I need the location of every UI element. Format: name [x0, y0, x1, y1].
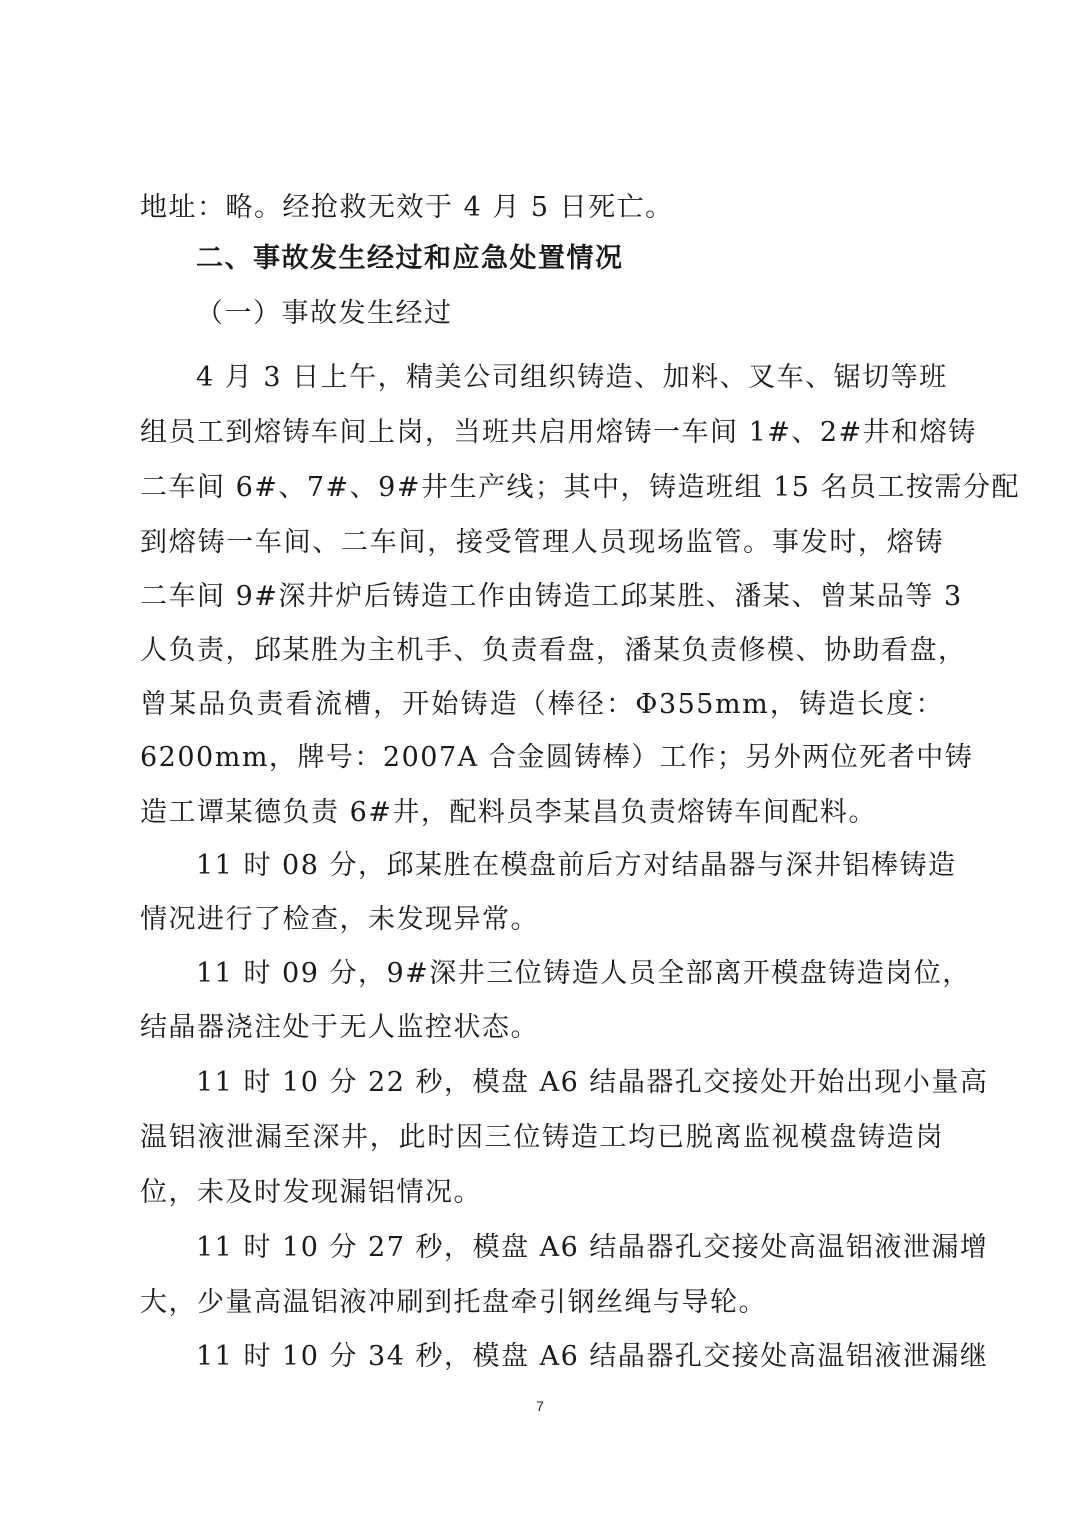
paragraph-line: 温铝液泄漏至深井，此时因三位铸造工均已脱离监视模盘铸造岗: [140, 1122, 944, 1153]
paragraph-line: 11 时 10 分 22 秒，模盘 A6 结晶器孔交接处开始出现小量高: [196, 1067, 989, 1098]
paragraph-line: 二车间 6#、7#、9#井生产线；其中，铸造班组 15 名员工按需分配: [140, 472, 1021, 503]
paragraph-line: 6200mm，牌号：2007A 合金圆铸棒）工作；另外两位死者中铸: [140, 742, 974, 773]
paragraph-line: 曾某品负责看流槽，开始铸造（棒径：Φ355mm，铸造长度：: [140, 689, 944, 720]
page-number: 7: [536, 1398, 544, 1414]
subsection-heading: （一）事故发生经过: [196, 298, 453, 329]
paragraph-line: 组员工到熔铸车间上岗，当班共启用熔铸一车间 1#、2#井和熔铸: [140, 417, 977, 448]
paragraph-line: 大，少量高温铝液冲刷到托盘牵引钢丝绳与导轮。: [140, 1287, 767, 1318]
paragraph-line: 人负责，邱某胜为主机手、负责看盘，潘某负责修模、协助看盘，: [140, 635, 967, 666]
paragraph-line: 11 时 10 分 34 秒，模盘 A6 结晶器孔交接处高温铝液泄漏继: [196, 1341, 989, 1372]
section-heading: 二、事故发生经过和应急处置情况: [196, 243, 624, 274]
paragraph-line: 位，未及时发现漏铝情况。: [140, 1177, 482, 1208]
paragraph-line: 11 时 08 分，邱某胜在模盘前后方对结晶器与深井铝棒铸造: [196, 850, 957, 881]
paragraph-line: 结晶器浇注处于无人监控状态。: [140, 1012, 539, 1043]
paragraph-line: 11 时 10 分 27 秒，模盘 A6 结晶器孔交接处高温铝液泄漏增: [196, 1232, 989, 1263]
paragraph-line: 二车间 9#深井炉后铸造工作由铸造工邱某胜、潘某、曾某品等 3: [140, 581, 963, 612]
paragraph-line: 到熔铸一车间、二车间，接受管理人员现场监管。事发时，熔铸: [140, 527, 944, 558]
paragraph-line: 11 时 09 分，9#深井三位铸造人员全部离开模盘铸造岗位，: [196, 958, 971, 989]
paragraph-line: 造工谭某德负责 6#井，配料员李某昌负责熔铸车间配料。: [140, 797, 877, 828]
paragraph-line: 情况进行了检查，未发现异常。: [140, 904, 539, 935]
paragraph-line: 4 月 3 日上午，精美公司组织铸造、加料、叉车、锯切等班: [196, 362, 948, 393]
paragraph-line: 地址：略。经抢救无效于 4 月 5 日死亡。: [140, 192, 674, 223]
